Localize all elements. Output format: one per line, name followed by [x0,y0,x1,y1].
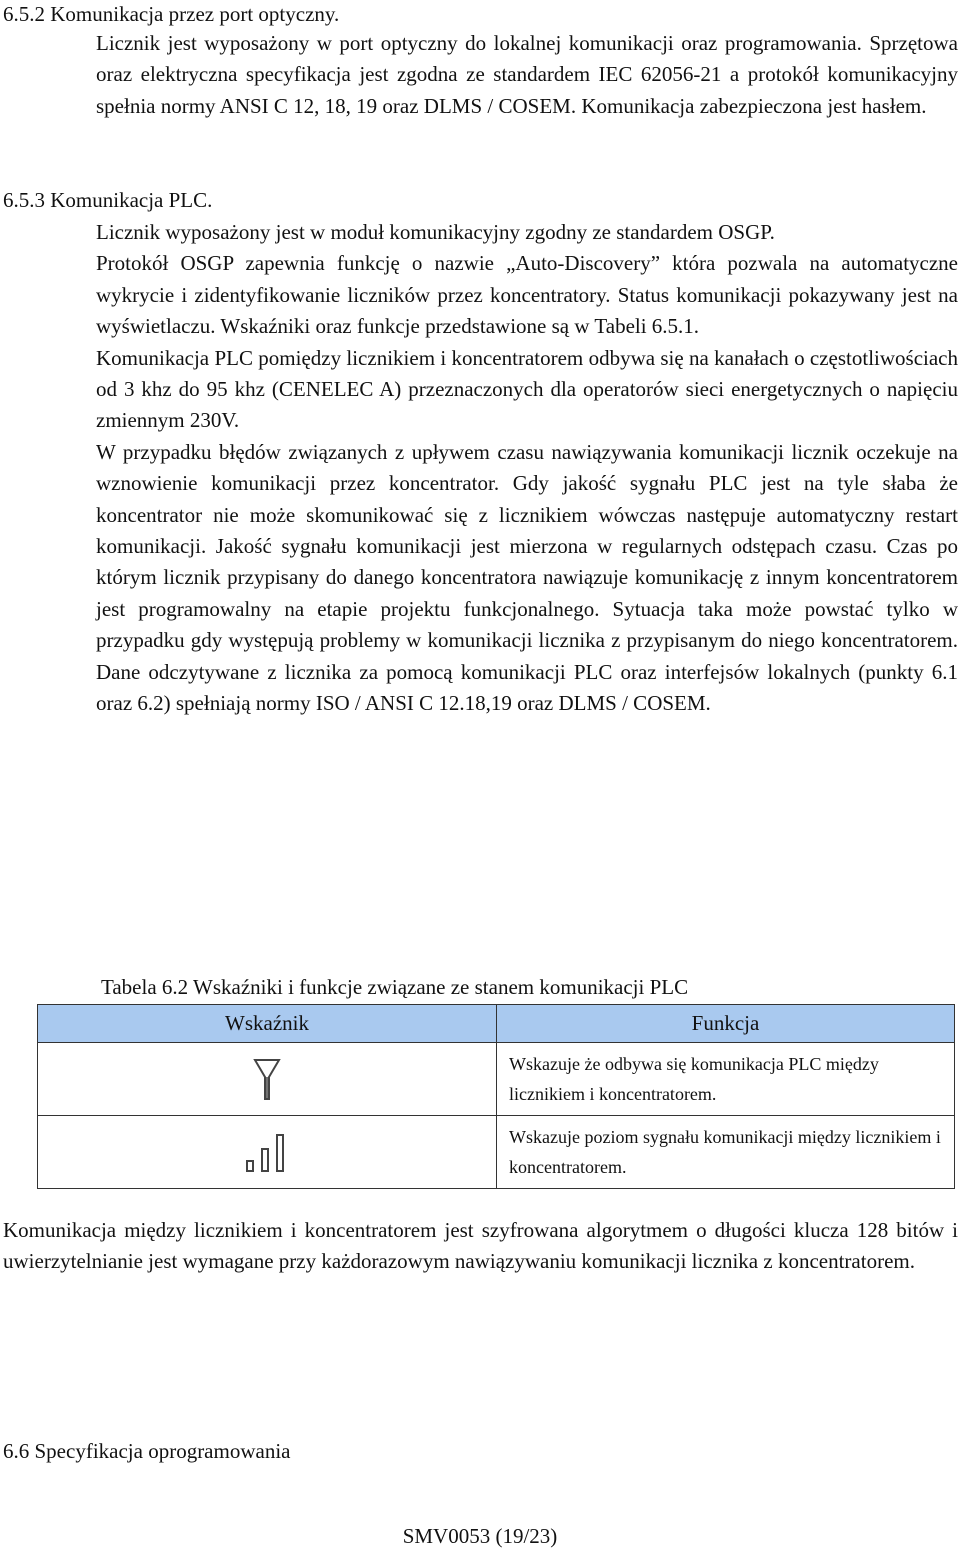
indicator-table [37,1004,955,1189]
section-heading-optical: 6.5.2 Komunikacja przez port optyczny. [3,2,340,26]
paragraph-plc-errors: W przypadku błędów związanych z upływem czasu nawiązywania komunikacji licznik oczekuje na wznowienie komunikacji przez koncentrator. Gdy jakość sygnału PLC jest na tyle słaba że koncentrator nie może skomunikować się z licznikiem wówczas następuje automatyczny restart komunikacji. Jakość sygnału komunikacji jest mierzona w regularnych odstępach czasu. Czas po którym licznik przypisany do danego koncentratora nawiązuje komunikację z innym koncentratorem jest programowalny na etapie projektu funkcjonalnego. Sytuacja taka może powstać tylko w przypadku gdy występują problemy w komunikacji licznika z przypisanym do niego koncentratorem. Dane odczytywane z licznika za pomocą komunikacji PLC oraz interfejsów lokalnych (punkty 6.1 oraz 6.2) spełniają normy ISO / ANSI C 12.18,19 oraz DLMS / COSEM. [96,439,958,716]
paragraph-plc-module: Licznik wyposażony jest w moduł komunikacyjny zgodny ze standardem OSGP. [96,220,775,244]
header-function: Funkcja [497,1005,955,1043]
signal-strength-icon [245,1140,289,1160]
indicator-cell [38,1116,497,1189]
paragraph-optical: Licznik jest wyposażony w port optyczny do lokalnej komunikacji oraz programowania. Sprzętowa oraz elektryczna specyfikacja jest zgodna ze standardem IEC 62056-21 a protokół komunikacyjny spełnia normy ANSI C 12, 18, 19 oraz DLMS / COSEM. Komunikacja zabezpieczona jest hasłem. [96,31,958,118]
function-cell: Wskazuje poziom sygnału komunikacji między licznikiem i koncentratorem. [497,1116,955,1189]
table-header-row [38,1005,955,1043]
paragraph-plc-channels: Komunikacja PLC pomiędzy licznikiem i koncentratorem odbywa się na kanałach o częstotliwościach od 3 khz do 95 khz (CENELEC A) przeznaczonych dla operatorów sieci energetycznych o napięciu zmiennym 230V. [96,345,958,433]
indicator-cell [38,1043,497,1116]
table-row [38,1043,955,1116]
section-heading-plc: 6.5.3 Komunikacja PLC. [3,188,213,212]
header-indicator: Wskaźnik [38,1005,497,1043]
paragraph-plc-osgp: Protokół OSGP zapewnia funkcję o nazwie „Auto-Discovery” która pozwala na automatyczne wykrycie i zidentyfikowanie liczników przez koncentratory. Status komunikacji pokazywany jest na wyświetlaczu. Wskaźniki oraz funkcje przedstawione są w Tabeli 6.5.1. [96,251,958,339]
paragraph-encryption: Komunikacja między licznikiem i koncentratorem jest szyfrowana algorytmem o długości klucza 128 bitów i uwierzytelnianie jest wymagane przy każdorazowym nawiązywaniu komunikacji licznika z koncentratorem. [3,1218,958,1274]
page-footer: SMV0053 (19/23) [402,1524,558,1548]
table-row [38,1116,955,1189]
function-cell: Wskazuje że odbywa się komunikacja PLC między licznikiem i koncentratorem. [497,1043,955,1116]
section-heading-software: 6.6 Specyfikacja oprogramowania [3,1439,291,1463]
antenna-icon [253,1067,281,1087]
paragraph-group-plc [96,217,958,720]
table-caption: Tabela 6.2 Wskaźniki i funkcje związane ze stanem komunikacji PLC [101,975,689,999]
